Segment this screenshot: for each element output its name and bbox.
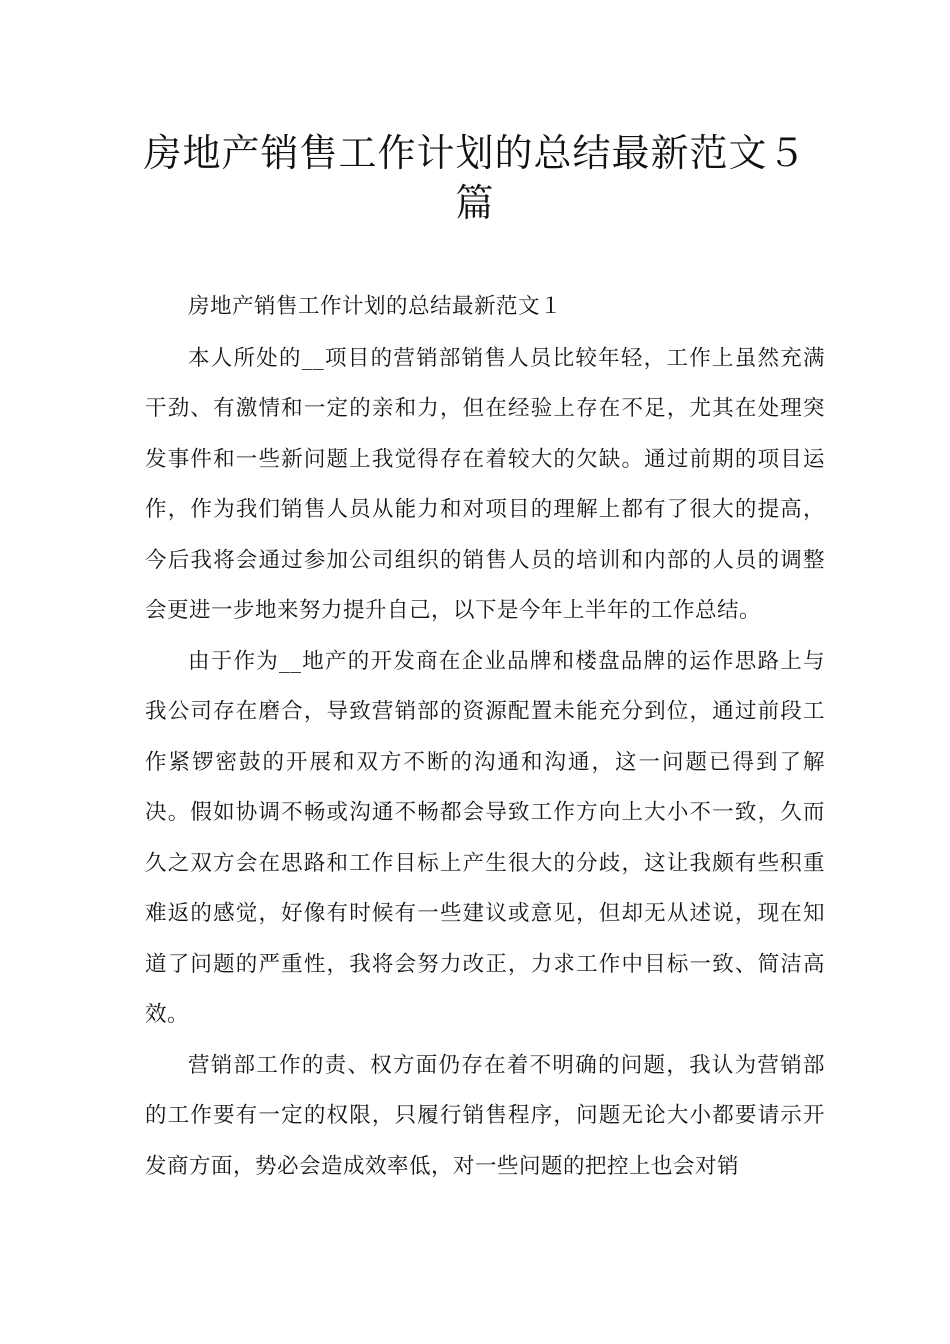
section-heading: 房地产销售工作计划的总结最新范文１ (188, 294, 563, 319)
paragraph-2: 由于作为__地产的开发商在企业品牌和楼盘品牌的运作思路上与我公司存在磨合，导致营销部的资源配置未能充分到位，通过前段工作紧锣密鼓的开展和双方不断的沟通和沟通，这一问题已得到了解决。假如协调不畅或沟通不畅都会导致工作方向上大小不一致，久而久之双方会在思路和工作目标上产生很大的分歧，这让我颇有些积重难返的感觉，好像有时候有一些建议或意见，但却无从述说，现在知道了问题的严重性，我将会努力改正，力求工作中目标一致、简洁高效。 (145, 648, 825, 1027)
document-body (145, 282, 825, 1192)
paragraph-1: 本人所处的__项目的营销部销售人员比较年轻，工作上虽然充满干劲、有激情和一定的亲和力，但在经验上存在不足，尤其在处理突发事件和一些新问题上我觉得存在着较大的欠缺。通过前期的项目运作，作为我们销售人员从能力和对项目的理解上都有了很大的提高，今后我将会通过参加公司组织的销售人员的培训和内部的人员的调整会更进一步地来努力提升自己，以下是今年上半年的工作总结。 (145, 345, 825, 623)
document-title: 房地产销售工作计划的总结最新范文５篇 (143, 131, 807, 225)
paragraph-3: 营销部工作的责、权方面仍存在着不明确的问题，我认为营销部的工作要有一定的权限，只履行销售程序，问题无论大小都要请示开发商方面，势必会造成效率低，对一些问题的把控上也会对销 (145, 1052, 825, 1179)
